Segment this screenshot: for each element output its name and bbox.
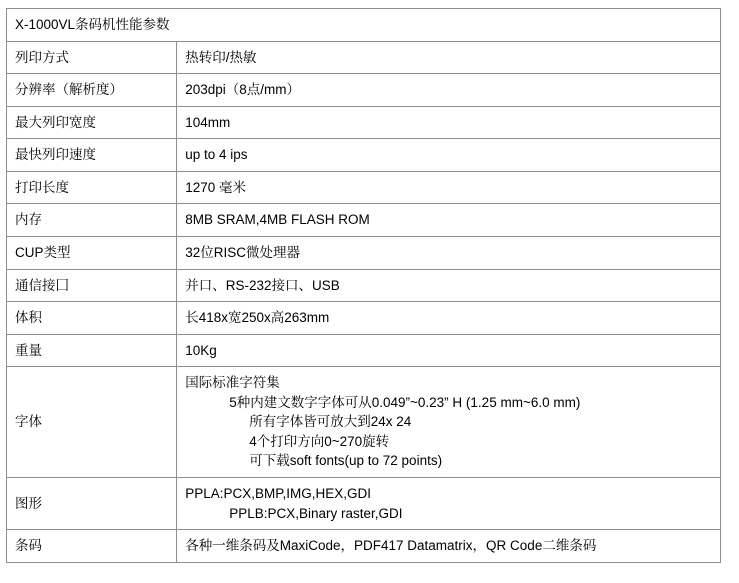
table-row-barcode [7,530,721,563]
row-value: 8MB SRAM,4MB FLASH ROM [177,204,721,237]
table-row [7,41,721,74]
row-label: 图形 [7,478,177,530]
fonts-line-5: 可下载soft fonts(up to 72 points) [249,453,443,469]
printer-spec-table [6,8,721,563]
row-value: 长418x宽250x高263mm [177,302,721,335]
row-label: 最快列印速度 [7,139,177,172]
row-value [177,478,721,530]
row-value: 并口、RS-232接口、USB [177,269,721,302]
fonts-line-1: 国际标准字符集 [185,375,280,391]
table-row [7,269,721,302]
fonts-line-2: 5种内建文数字字体可从0.049”~0.23” H (1.25 mm~6.0 mm) [229,394,581,410]
table-row-title [7,9,721,42]
row-label: 最大列印宽度 [7,106,177,139]
table-row-graphics [7,478,721,530]
row-label: CUP类型 [7,236,177,269]
graphics-line-1: PPLA:PCX,BMP,IMG,HEX,GDI [185,486,372,501]
table-row [7,106,721,139]
row-label: 体积 [7,302,177,335]
fonts-line-4: 4个打印方向0~270旋转 [249,433,390,449]
graphics-line-2: PPLB:PCX,Binary raster,GDI [229,505,403,521]
row-value: 32位RISC微处理器 [177,236,721,269]
row-label: 分辨率（解析度） [7,74,177,107]
row-value: 203dpi（8点/mm） [177,74,721,107]
row-label: 列印方式 [7,41,177,74]
table-row [7,334,721,367]
row-value: 10Kg [177,334,721,367]
row-label: 通信接囗 [7,269,177,302]
table-row [7,302,721,335]
row-value: 1270 毫米 [177,171,721,204]
table-row [7,204,721,237]
table-row [7,236,721,269]
row-label: 内存 [7,204,177,237]
spec-title: X-1000VL条码机性能参数 [7,9,721,42]
row-value: 104mm [177,106,721,139]
table-row [7,74,721,107]
row-value: 各种一维条码及MaxiCode，PDF417 Datamatrix，QR Code二维条码 [177,530,721,563]
table-row [7,171,721,204]
row-label: 字体 [7,367,177,478]
fonts-line-3: 所有字体皆可放大到24x 24 [249,414,412,430]
row-label: 打印长度 [7,171,177,204]
row-label: 重量 [7,334,177,367]
row-value: up to 4 ips [177,139,721,172]
row-label: 条码 [7,530,177,563]
table-row [7,139,721,172]
table-row-fonts [7,367,721,478]
row-value: 热转印/热敏 [177,41,721,74]
row-value [177,367,721,478]
